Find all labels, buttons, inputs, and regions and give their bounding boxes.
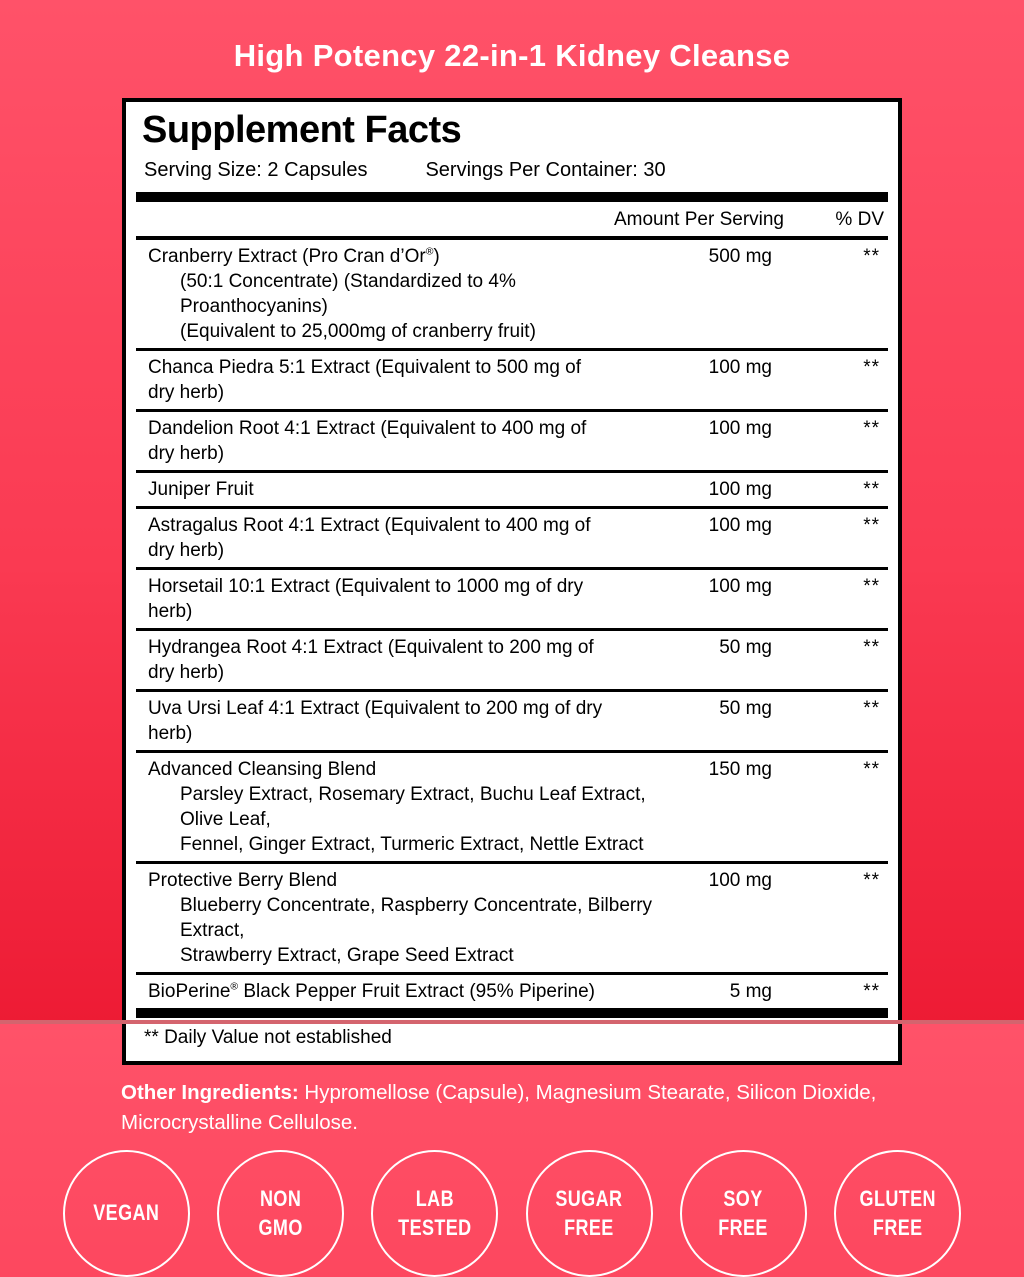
registered-trademark-symbol: ® [230,981,239,993]
ingredient-dv: ** [863,417,880,439]
ingredient-row [136,506,888,567]
ingredient-row [136,409,888,470]
ingredient-row [136,750,888,861]
ingredient-name: BioPerine® Black Pepper Fruit Extract (95% Piperine) [148,980,596,1002]
bottom-edge-strip [0,1020,1024,1024]
ingredient-row-main [148,757,888,782]
ingredient-dv: ** [863,245,880,267]
daily-value-footnote: ** Daily Value not established [144,1026,392,1048]
ingredient-amount: 100 mg [708,575,772,597]
badge-label: LAB TESTED [398,1185,472,1240]
ingredient-row [136,567,888,628]
ingredient-amount: 100 mg [708,356,772,378]
supplement-facts-panel [122,98,902,1065]
column-header-amount: Amount Per Serving [613,208,784,230]
ingredient-amount: 100 mg [708,478,772,500]
badge-vegan [63,1150,190,1277]
ingredient-name: Hydrangea Root 4:1 Extract (Equivalent to 200 mg of dry herb) [148,636,594,683]
ingredient-name: Dandelion Root 4:1 Extract (Equivalent to 400 mg of dry herb) [148,417,587,464]
ingredient-row-main [148,574,888,624]
ingredient-dv: ** [863,980,880,1002]
column-header-row [136,202,888,240]
ingredient-dv: ** [863,697,880,719]
ingredient-subline: (50:1 Concentrate) (Standardized to 4% Proanthocyanins) [180,270,516,317]
badge-lab-tested [371,1150,498,1277]
badge-row [63,1150,961,1277]
ingredient-row-main [148,416,888,466]
ingredient-dv: ** [863,356,880,378]
ingredient-amount: 5 mg [729,980,772,1002]
badge-non-gmo [217,1150,344,1277]
ingredient-name: Uva Ursi Leaf 4:1 Extract (Equivalent to 200 mg of dry herb) [148,697,603,744]
ingredient-name: Advanced Cleansing Blend [148,758,377,780]
ingredient-subline: Fennel, Ginger Extract, Turmeric Extract, Nettle Extract [180,833,644,855]
ingredient-row [136,689,888,750]
ingredient-amount: 100 mg [708,417,772,439]
ingredient-table [136,240,888,1008]
other-ingredients-label: Other Ingredients: [121,1080,299,1104]
ingredient-row [136,972,888,1008]
ingredient-name: Horsetail 10:1 Extract (Equivalent to 1000 mg of dry herb) [148,575,584,622]
page-title: High Potency 22-in-1 Kidney Cleanse [233,38,791,73]
other-ingredients [121,1078,903,1137]
ingredient-row [136,861,888,972]
ingredient-row [136,240,888,348]
ingredient-name: Astragalus Root 4:1 Extract (Equivalent to 400 mg of dry herb) [148,514,591,561]
ingredient-name: Protective Berry Blend [148,869,338,891]
registered-trademark-symbol: ® [425,246,434,258]
badge-soy-free [680,1150,807,1277]
ingredient-amount: 100 mg [708,869,772,891]
ingredient-row-main [148,513,888,563]
ingredient-row-main [148,696,888,746]
ingredient-amount: 500 mg [708,245,772,267]
ingredient-dv: ** [863,758,880,780]
serving-info-row [136,154,888,192]
thick-divider-bottom [136,1008,888,1018]
ingredient-amount: 100 mg [708,514,772,536]
ingredient-dv: ** [863,514,880,536]
supplement-facts-heading: Supplement Facts [142,109,462,151]
badge-label: SOY FREE [718,1185,769,1240]
ingredient-name: Juniper Fruit [148,478,254,500]
ingredient-subline: Parsley Extract, Rosemary Extract, Buchu Leaf Extract, Olive Leaf, [180,783,646,830]
ingredient-dv: ** [863,575,880,597]
ingredient-row-main [148,979,888,1004]
ingredient-amount: 150 mg [708,758,772,780]
ingredient-row [136,348,888,409]
ingredient-row-main [148,355,888,405]
ingredient-amount: 50 mg [719,697,772,719]
ingredient-row-main [148,477,888,502]
ingredient-row-main [148,868,888,893]
ingredient-name: Chanca Piedra 5:1 Extract (Equivalent to 500 mg of dry herb) [148,356,582,403]
badge-label: GLUTEN FREE [859,1185,936,1240]
ingredient-dv: ** [863,636,880,658]
ingredient-amount: 50 mg [719,636,772,658]
serving-size-text: Serving Size: 2 Capsules [144,158,368,181]
badge-label: SUGAR FREE [555,1185,623,1240]
badge-gluten-free [834,1150,961,1277]
badge-label: VEGAN [93,1200,160,1226]
ingredient-name: Cranberry Extract (Pro Cran d’Or®) [148,245,440,267]
ingredient-subline: Strawberry Extract, Grape Seed Extract [180,944,514,966]
ingredient-subline: (Equivalent to 25,000mg of cranberry fruit) [180,320,536,342]
column-header-dv: % DV [835,208,884,230]
ingredient-row-main [148,244,888,269]
badge-label: NON GMO [258,1185,303,1240]
ingredient-row [136,628,888,689]
ingredient-dv: ** [863,869,880,891]
ingredient-subline: Blueberry Concentrate, Raspberry Concentrate, Bilberry Extract, [180,894,653,941]
thick-divider-top [136,192,888,202]
badge-sugar-free [526,1150,653,1277]
other-ingredients-text: Hypromellose (Capsule), Magnesium Stearate, Silicon Dioxide, Microcrystalline Cellulose. [121,1080,877,1134]
servings-per-container-text: Servings Per Container: 30 [425,158,666,181]
ingredient-row-main [148,635,888,685]
ingredient-dv: ** [863,478,880,500]
ingredient-row [136,470,888,506]
